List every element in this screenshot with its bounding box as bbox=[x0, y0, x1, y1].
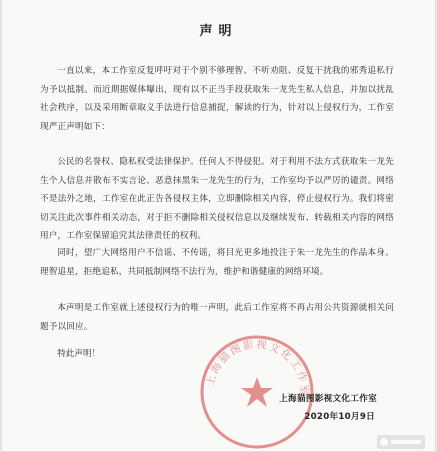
paragraph-4: 本声明是工作室就上述侵权行为的唯一声明，此后工作室将不再占用公共资源就相关问题予以回应。 bbox=[40, 303, 394, 332]
document-page bbox=[2, 0, 435, 451]
signer-name: 上海猫图影视文化工作室 bbox=[279, 394, 377, 404]
seal-text: 上海猫图影视文化工作室 bbox=[204, 338, 311, 398]
document-title: 声明 bbox=[199, 24, 238, 39]
closing-line: 特此声明！ bbox=[57, 349, 101, 359]
paragraph-3: 同时，望广大网络用户不信谣、不传谣，将目光更多地投注于朱一龙先生的作品本身。理智追星，拒绝追私，共同抵制网络不法行为，维护和谐健康的网络环境。 bbox=[40, 248, 394, 277]
paragraph-1: 一直以来，本工作室反复呼吁对于个别不够理智、不听劝阻、反复干扰我的邪秀追私行为予以抵制。而近期据媒体曝出，现有以不正当手段获取朱一龙先生私人信息，并加以扰乱社会秩序，以及采用断章取义手法进行信息捕捉，解读的行为，针对以上侵权行为，工作室现严正声明如下： bbox=[40, 66, 394, 132]
signing-date: 2020年10月9日 bbox=[304, 412, 375, 422]
watermark-icon bbox=[377, 435, 425, 449]
paragraph-2: 公民的名誉权、隐私权受法律保护。任何人不得侵犯。对于利用不法方式获取朱一龙先生个人信息并散布不实言论、恶意抹黑朱一龙先生的行为，工作室均予以严厉的谴责。网络不是法外之地，工作室在此正告各侵权主体，立即删除相关内容，停止侵权行为。我们将密切关注此次事件相关动态，对于拒不删除相关侵权信息以及继续发布、转载相关内容的网络用户，工作室保留追究其法律责任的权利。 bbox=[40, 157, 394, 241]
